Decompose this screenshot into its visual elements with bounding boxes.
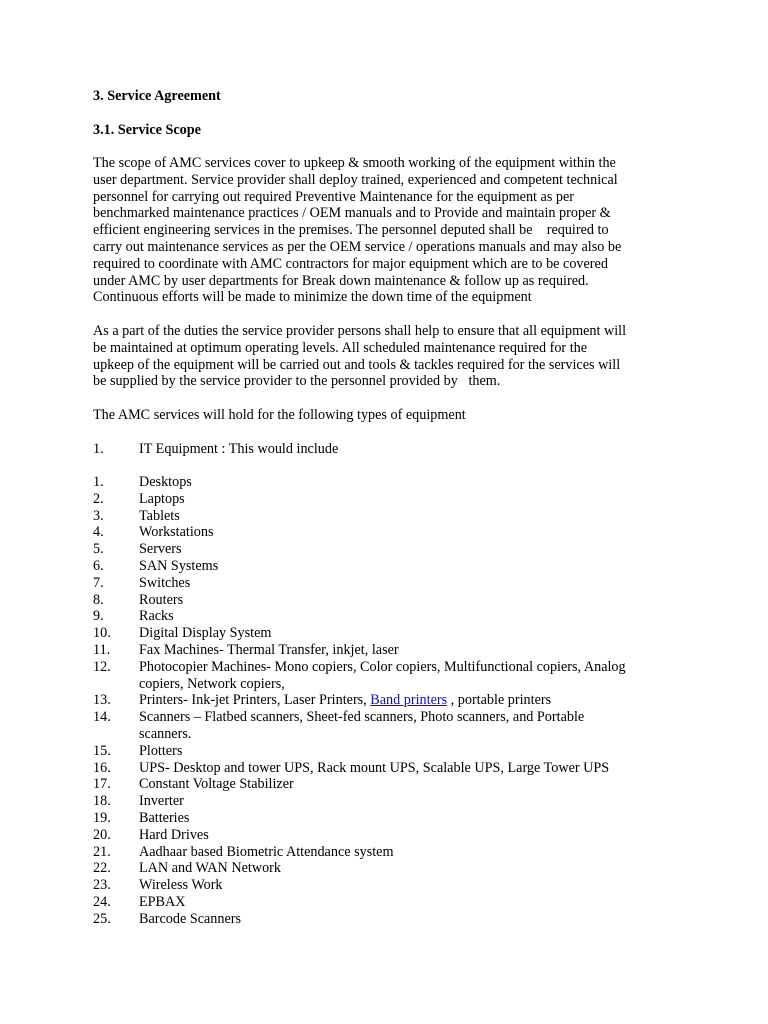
list-item bbox=[93, 827, 679, 844]
list-item-text bbox=[139, 692, 679, 709]
list-number: 3. bbox=[93, 507, 104, 524]
paragraph-line: be maintained at optimum operating levels. All scheduled maintenance required for the bbox=[93, 339, 588, 356]
paragraph-line: upkeep of the equipment will be carried out and tools & tackles required for the services will bbox=[93, 356, 621, 373]
list-item-line: scanners. bbox=[139, 725, 192, 742]
list-item-line: Fax Machines- Thermal Transfer, inkjet, laser bbox=[139, 641, 399, 658]
list-item-line: UPS- Desktop and tower UPS, Rack mount UPS, Scalable UPS, Large Tower UPS bbox=[139, 759, 610, 776]
list-item-text bbox=[139, 709, 679, 743]
list-number: 25. bbox=[93, 910, 111, 927]
list-item bbox=[93, 692, 679, 709]
paragraph-line: carry out maintenance services as per the OEM service / operations manuals and may also be bbox=[93, 238, 622, 255]
list-number: 10. bbox=[93, 625, 111, 642]
list-number: 23. bbox=[93, 877, 111, 894]
list-item-text bbox=[139, 642, 679, 659]
list-item-text bbox=[139, 625, 679, 642]
list-number: 14. bbox=[93, 709, 111, 726]
list-number: 22. bbox=[93, 860, 111, 877]
list-item bbox=[93, 911, 679, 928]
paragraph-line: The AMC services will hold for the following types of equipment bbox=[93, 407, 466, 423]
list-item bbox=[93, 776, 679, 793]
list-number: 15. bbox=[93, 742, 111, 759]
list-item-line: Digital Display System bbox=[139, 625, 272, 642]
list-item-text bbox=[139, 793, 679, 810]
list-item-line: Photocopier Machines- Mono copiers, Color copiers, Multifunctional copiers, Analog bbox=[139, 658, 626, 675]
paragraph-equipment-intro bbox=[93, 407, 693, 424]
item-text-after: , portable printers bbox=[447, 692, 552, 709]
list-number: 1. bbox=[93, 441, 104, 457]
list-item bbox=[93, 760, 679, 777]
list-item bbox=[93, 575, 679, 592]
list-number: 21. bbox=[93, 843, 111, 860]
list-number: 9. bbox=[93, 608, 104, 625]
list-item bbox=[93, 844, 679, 861]
list-item-text bbox=[139, 508, 679, 525]
list-item-text bbox=[139, 592, 679, 609]
list-item bbox=[93, 877, 679, 894]
list-number: 18. bbox=[93, 793, 111, 810]
list-number: 6. bbox=[93, 557, 104, 574]
list-item-line: copiers, Network copiers, bbox=[139, 675, 285, 692]
list-item-text bbox=[139, 558, 679, 575]
list-number: 2. bbox=[93, 490, 104, 507]
list-item-text bbox=[139, 575, 679, 592]
list-item bbox=[93, 508, 679, 525]
paragraph-line: As a part of the duties the service provider persons shall help to ensure that all equipment will bbox=[93, 323, 627, 339]
list-number: 24. bbox=[93, 893, 111, 910]
list-item-line: Tablets bbox=[139, 507, 180, 524]
list-item-line: SAN Systems bbox=[139, 557, 219, 574]
list-item-text: IT Equipment : This would include bbox=[139, 441, 339, 457]
paragraph-line: benchmarked maintenance practices / OEM manuals and to Provide and maintain proper & bbox=[93, 205, 611, 222]
list-item-line: Racks bbox=[139, 608, 174, 625]
list-item-line: Servers bbox=[139, 541, 182, 558]
item-text-before: Printers- Ink-jet Printers, Laser Printers, bbox=[139, 692, 371, 709]
list-number: 13. bbox=[93, 692, 111, 709]
paragraph-line: user department. Service provider shall deploy trained, experienced and competent technical bbox=[93, 171, 618, 188]
list-item bbox=[93, 474, 679, 491]
list-item bbox=[93, 793, 679, 810]
list-item-line: Batteries bbox=[139, 809, 190, 826]
list-item-line: LAN and WAN Network bbox=[139, 860, 281, 877]
band-printers-link[interactable]: Band printers bbox=[370, 692, 448, 709]
list-item-line: Constant Voltage Stabilizer bbox=[139, 776, 294, 793]
list-number: 19. bbox=[93, 809, 111, 826]
list-item-line: Aadhaar based Biometric Attendance system bbox=[139, 843, 394, 860]
list-item-text bbox=[139, 877, 679, 894]
list-item bbox=[93, 860, 679, 877]
category-list bbox=[93, 441, 679, 458]
list-item bbox=[93, 894, 679, 911]
paragraph-line: personnel for carrying out required Preventive Maintenance for the equipment as per bbox=[93, 188, 575, 205]
list-item-text bbox=[139, 894, 679, 911]
list-item-line: EPBAX bbox=[139, 893, 186, 910]
list-number: 4. bbox=[93, 524, 104, 541]
list-item-text bbox=[139, 491, 679, 508]
paragraph-line: under AMC by user departments for Break down maintenance & follow up as required. bbox=[93, 272, 589, 289]
list-item-line: Desktops bbox=[139, 474, 192, 490]
list-item-text bbox=[139, 659, 679, 693]
paragraph-line: Continuous efforts will be made to minimize the down time of the equipment bbox=[93, 289, 532, 306]
section-heading: 3. Service Agreement bbox=[93, 88, 221, 104]
list-item-line: Laptops bbox=[139, 490, 185, 507]
list-item-line: Barcode Scanners bbox=[139, 910, 242, 927]
list-item-line: Scanners – Flatbed scanners, Sheet-fed scanners, Photo scanners, and Portable bbox=[139, 709, 585, 726]
list-item bbox=[93, 541, 679, 558]
list-item-text bbox=[139, 844, 679, 861]
list-item bbox=[93, 441, 679, 458]
paragraph-line: The scope of AMC services cover to upkeep & smooth working of the equipment within the bbox=[93, 155, 616, 171]
equipment-list bbox=[93, 474, 679, 928]
paragraph-line: be supplied by the service provider to the personnel provided by them. bbox=[93, 373, 501, 390]
list-item-text bbox=[139, 810, 679, 827]
list-number: 11. bbox=[93, 641, 111, 658]
list-item-text bbox=[139, 860, 679, 877]
list-item bbox=[93, 810, 679, 827]
list-item-line: Switches bbox=[139, 574, 191, 591]
list-item-text bbox=[139, 776, 679, 793]
list-item bbox=[93, 558, 679, 575]
list-item bbox=[93, 642, 679, 659]
list-item bbox=[93, 592, 679, 609]
subsection-heading: 3.1. Service Scope bbox=[93, 122, 201, 138]
list-item-line: Hard Drives bbox=[139, 826, 209, 843]
list-number: 17. bbox=[93, 776, 111, 793]
paragraph-line: efficient engineering services in the premises. The personnel deputed shall be required to bbox=[93, 222, 609, 239]
list-item bbox=[93, 608, 679, 625]
list-item-text bbox=[139, 524, 679, 541]
list-item bbox=[93, 524, 679, 541]
list-item-text bbox=[139, 743, 679, 760]
list-item-text bbox=[139, 911, 679, 928]
list-number: 20. bbox=[93, 826, 111, 843]
list-item bbox=[93, 491, 679, 508]
list-item-line: Inverter bbox=[139, 793, 184, 810]
list-item-text bbox=[139, 474, 679, 491]
list-item bbox=[93, 659, 679, 693]
list-item-text bbox=[139, 608, 679, 625]
list-item-text bbox=[139, 827, 679, 844]
list-number: 7. bbox=[93, 574, 104, 591]
list-item bbox=[93, 625, 679, 642]
paragraph-duties bbox=[93, 323, 693, 390]
paragraph-scope bbox=[93, 155, 693, 306]
list-item bbox=[93, 709, 679, 743]
list-item-line: Workstations bbox=[139, 524, 214, 541]
list-number: 1. bbox=[93, 474, 104, 490]
list-number: 16. bbox=[93, 759, 111, 776]
list-item-line: Wireless Work bbox=[139, 877, 223, 894]
list-item-text bbox=[139, 760, 679, 777]
list-item-line: Plotters bbox=[139, 742, 183, 759]
list-number: 8. bbox=[93, 591, 104, 608]
list-item-text bbox=[139, 541, 679, 558]
paragraph-line: required to coordinate with AMC contractors for major equipment which are to be covered bbox=[93, 255, 608, 272]
list-item-line: Routers bbox=[139, 591, 184, 608]
list-number: 12. bbox=[93, 658, 111, 675]
list-number: 5. bbox=[93, 541, 104, 558]
list-item bbox=[93, 743, 679, 760]
